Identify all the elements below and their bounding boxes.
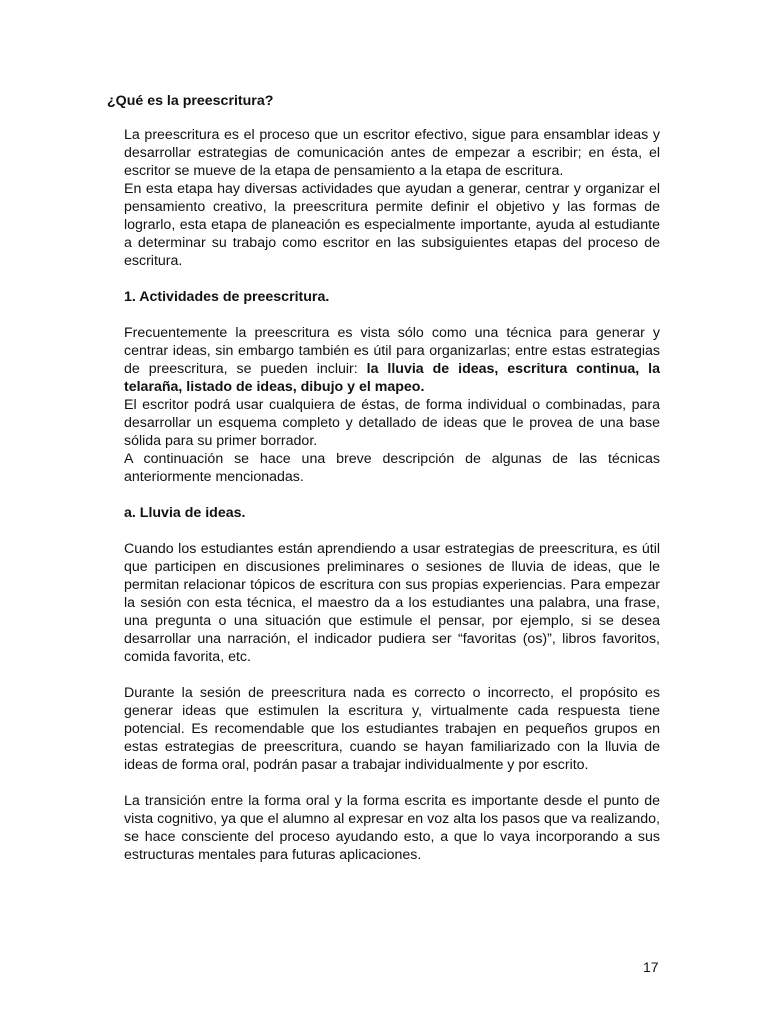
spacer — [124, 774, 660, 792]
document-body — [124, 126, 660, 864]
page-number: 17 — [643, 959, 659, 975]
paragraph-strategies — [124, 324, 660, 396]
paragraph-intro: La preescritura es el proceso que un escritor efectivo, sigue para ensamblar ideas y desarrollar estrategias de comunicación antes de empezar a escribir; en ésta, el escritor se mueve de la etapa de pensamiento a la etapa de escritura. — [124, 127, 660, 179]
section-heading-activities: 1. Actividades de preescritura. — [124, 289, 330, 305]
paragraph-strategies-bold: la lluvia de ideas, escritura continua, la telaraña, listado de ideas, dibujo y el mapeo. — [124, 361, 660, 395]
spacer — [124, 486, 660, 504]
paragraph-continuation: A continuación se hace una breve descripción de algunas de las técnicas anteriormente mencionadas. — [124, 451, 660, 485]
paragraph-writer: El escritor podrá usar cualquiera de éstas, de forma individual o combinadas, para desarrollar un esquema completo y detallado de ideas que le provea de una base sólida para su primer borrador. — [124, 397, 660, 449]
paragraph-strategies-text: Frecuentemente la preescritura es vista sólo como una técnica para generar y centrar ideas, sin embargo también es útil para organizarlas; entre estas estrategias de preescritura, se pueden incluir: — [124, 325, 660, 377]
spacer — [124, 270, 660, 288]
spacer — [124, 306, 660, 324]
paragraph-stage: En esta etapa hay diversas actividades que ayudan a generar, centrar y organizar el pensamiento creativo, la preescritura permite definir el objetivo y las formas de lograrlo, esta etapa de planeación es especialmente importante, ayuda al estudiante a determinar su trabajo como escritor en las subsiguientes etapas del proceso de escritura. — [124, 181, 660, 269]
spacer — [124, 666, 660, 684]
paragraph-transition: La transición entre la forma oral y la forma escrita es importante desde el punto de vista cognitivo, ya que el alumno al expresar en voz alta los pasos que va realizando, se hace consciente del proceso ayudando esto, a que lo vaya incorporando a sus estructuras mentales para futuras aplicaciones. — [124, 793, 660, 863]
paragraph-students: Cuando los estudiantes están aprendiendo a usar estrategias de preescritura, es útil que participen en discusiones preliminares o sesiones de lluvia de ideas, que le permitan relacionar tópicos de escritura con sus propias experiencias. Para empezar la sesión con esta técnica, el maestro da a los estudiantes una palabra, una frase, una pregunta o una situación que estimule el pensar, por ejemplo, si se desea desarrollar una narración, el indicador pudiera ser “favoritas (os)”, libros favoritos, comida favorita, etc. — [124, 541, 660, 665]
section-heading-brainstorm: a. Lluvia de ideas. — [124, 505, 246, 521]
paragraph-session: Durante la sesión de preescritura nada es correcto o incorrecto, el propósito es generar ideas que estimulen la escritura y, virtualmente cada respuesta tiene potencial. Es recomendable que los estudiantes trabajen en pequeños grupos en estas estrategias de preescritura, cuando se hayan familiarizado con la lluvia de ideas de forma oral, podrán pasar a trabajar individualmente y por escrito. — [124, 685, 660, 773]
spacer — [124, 522, 660, 540]
page-title: ¿Qué es la preescritura? — [107, 93, 274, 109]
